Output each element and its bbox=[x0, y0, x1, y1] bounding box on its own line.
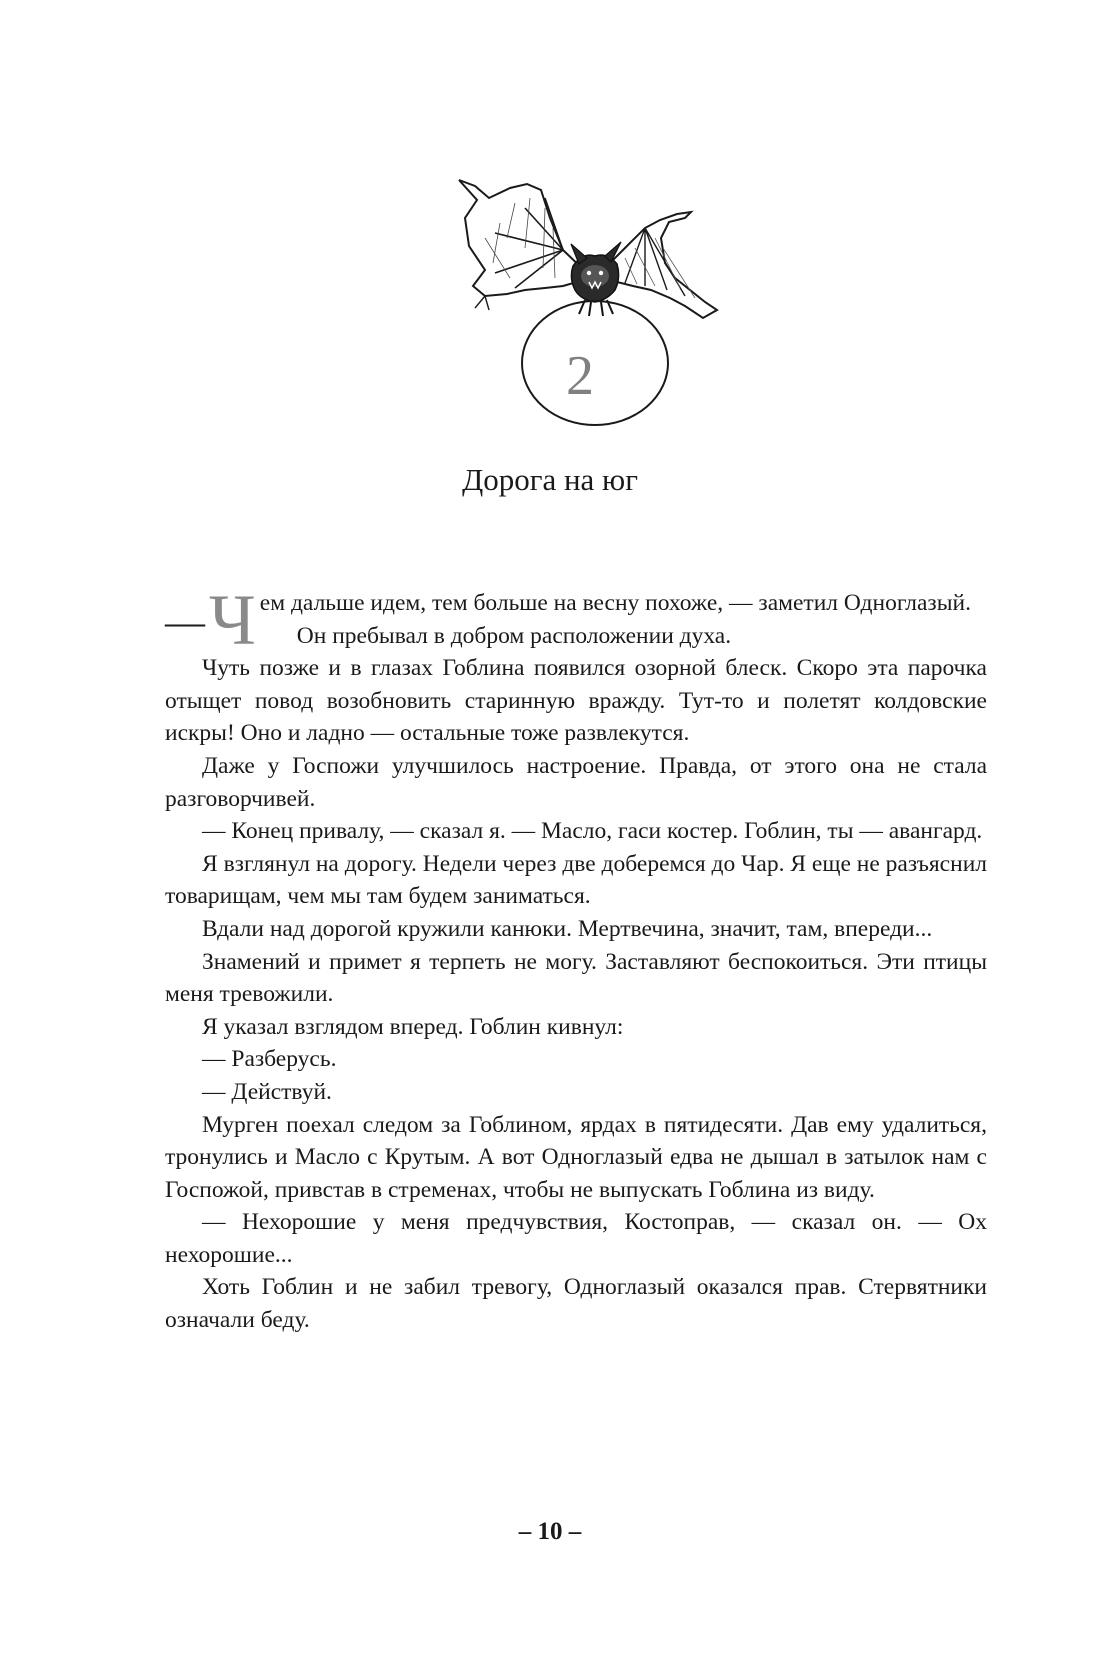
chapter-text bbox=[165, 580, 987, 1337]
paragraph: Хоть Гоблин и не забил тревогу, Одноглазый оказался прав. Стервятники означали беду. bbox=[165, 1274, 987, 1334]
paragraph: Даже у Госпожи улучшилось настроение. Правда, от этого она не стала разговорчивей. bbox=[165, 752, 987, 812]
paragraph: Я указал взглядом вперед. Гоблин кивнул: bbox=[202, 1013, 624, 1040]
paragraph: Я взглянул на дорогу. Недели через две доберемся до Чар. Я еще не разъяснил товарищам, чем мы там будем заниматься. bbox=[165, 850, 987, 910]
chapter-title: Дорога на юг bbox=[462, 462, 638, 497]
paragraph: Он пребывал в добром расположении духа. bbox=[296, 622, 732, 649]
paragraph: Мурген поехал следом за Гоблином, ярдах в пятидесяти. Дав ему удалиться, тронулись и Масло с Крутым. А вот Одноглазый едва не дышал в затылок нам с Госпожой, привстав в стременах, чтобы не выпускать Гоблина из виду. bbox=[165, 1111, 987, 1203]
chapter-number: 2 bbox=[566, 345, 594, 407]
drop-cap-letter: Ч bbox=[209, 580, 256, 660]
drop-cap bbox=[165, 580, 256, 660]
paragraph: — Конец привалу, — сказал я. — Масло, гаси костер. Гоблин, ты — авангард. bbox=[202, 818, 983, 845]
paragraph: Вдали над дорогой кружили канюки. Мертвечина, значит, там, впереди... bbox=[202, 915, 933, 942]
page-number: – 10 – bbox=[518, 1518, 582, 1545]
paragraph: Чуть позже и в глазах Гоблина появился озорной блеск. Скоро эта парочка отыщет повод возобновить старинную вражду. Тут-то и полетят колдовские искры! Оно и ладно — остальные тоже развлекутся. bbox=[165, 655, 987, 747]
drop-cap-dash: — bbox=[165, 599, 205, 644]
paragraph: Знамений и примет я терпеть не могу. Заставляют беспокоиться. Эти птицы меня тревожили. bbox=[165, 948, 987, 1008]
paragraph-text: ем дальше идем, тем больше на весну похоже, — заметил Одноглазый. bbox=[259, 590, 971, 616]
paragraph: — Действуй. bbox=[202, 1078, 332, 1105]
bat-emblem-icon bbox=[455, 178, 725, 468]
paragraph: — Нехорошие у меня предчувствия, Костоправ, — сказал он. — Ох нехорошие... bbox=[165, 1209, 987, 1268]
paragraph: — Разберусь. bbox=[202, 1046, 337, 1073]
